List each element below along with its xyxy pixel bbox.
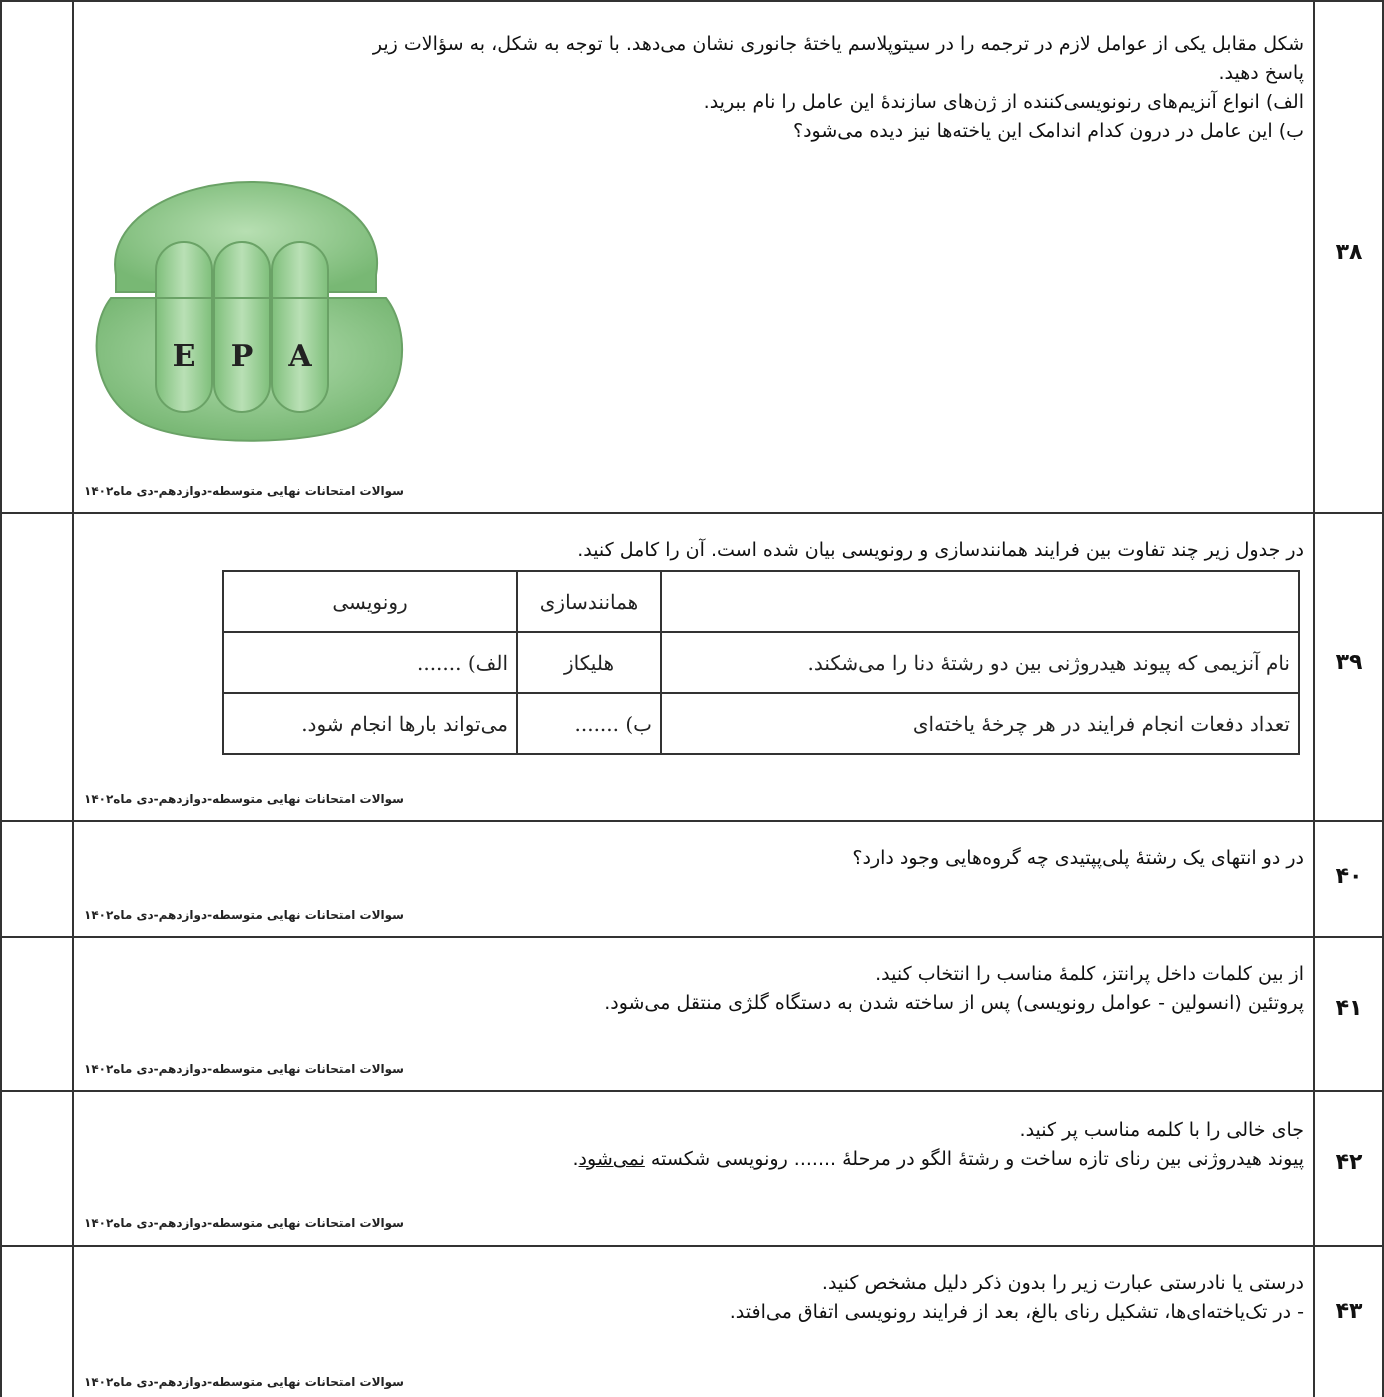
- site-label-a: A: [288, 339, 312, 374]
- question-number: ۴۳: [1335, 1299, 1363, 1324]
- table-cell: می‌تواند بارها انجام شود.: [223, 693, 517, 754]
- question-text-line: در دو انتهای یک رشتهٔ پلی‌پپتیدی چه گروه‌هایی وجود دارد؟: [852, 847, 1304, 869]
- question-row-41: [0, 938, 1384, 1092]
- question-number: ۴۲: [1335, 1150, 1363, 1175]
- table-cell: الف) .......: [223, 632, 517, 693]
- underlined-word: نمی‌شود: [578, 1148, 645, 1170]
- question-number: ۳۸: [1335, 240, 1363, 265]
- table-row: [223, 632, 1299, 693]
- question-row-43: [0, 1247, 1384, 1397]
- footer-note: سوالات امتحانات نهایی متوسطه-دوازدهم-دی ماه۱۴۰۲: [84, 1216, 404, 1230]
- footer-note: سوالات امتحانات نهایی متوسطه-دوازدهم-دی ماه۱۴۰۲: [84, 1375, 404, 1389]
- question-row-38: [0, 0, 1384, 514]
- question-text-line: ب) این عامل در درون کدام اندامک این یاخته‌ها نیز دیده می‌شود؟: [793, 120, 1304, 142]
- table-cell: همانندسازی: [517, 571, 661, 632]
- table-cell: رونویسی: [223, 571, 517, 632]
- line-prefix: پیوند هیدروژنی بین رنای تازه ساخت و رشتهٔ الگو در مرحلهٔ ....... رونویسی شکسته: [644, 1148, 1304, 1170]
- question-row-42: [0, 1092, 1384, 1247]
- site-p: [214, 242, 270, 412]
- footer-note: سوالات امتحانات نهایی متوسطه-دوازدهم-دی ماه۱۴۰۲: [84, 908, 404, 922]
- question-row-39: [0, 514, 1384, 822]
- question-row-40: [0, 822, 1384, 938]
- question-number: ۴۱: [1335, 996, 1363, 1021]
- comparison-table: [222, 570, 1300, 755]
- table-cell: [661, 571, 1299, 632]
- question-text-line: [76, 1145, 1304, 1174]
- question-text-line: جای خالی را با کلمه مناسب پر کنید.: [1019, 1119, 1304, 1141]
- table-cell: هلیکاز: [517, 632, 661, 693]
- ribosome-figure: [86, 180, 412, 446]
- question-text-line: پاسخ دهید.: [1218, 62, 1304, 84]
- table-header-row: [223, 571, 1299, 632]
- table-cell: تعداد دفعات انجام فرایند در هر چرخهٔ یاخته‌ای: [661, 693, 1299, 754]
- question-text-line: پروتئین (انسولین - عوامل رونویسی) پس از ساخته شدن به دستگاه گلژی منتقل می‌شود.: [604, 992, 1304, 1014]
- site-label-e: E: [172, 339, 196, 374]
- site-e: [156, 242, 212, 412]
- footer-note: سوالات امتحانات نهایی متوسطه-دوازدهم-دی ماه۱۴۰۲: [84, 1062, 404, 1076]
- site-a: [272, 242, 328, 412]
- table-row: [223, 693, 1299, 754]
- question-text-line: الف) انواع آنزیم‌های رنونویسی‌کننده از ژن‌های سازندهٔ این عامل را نام ببرید.: [703, 91, 1304, 113]
- site-label-p: P: [230, 339, 254, 374]
- footer-note: سوالات امتحانات نهایی متوسطه-دوازدهم-دی ماه۱۴۰۲: [84, 792, 404, 806]
- question-text-line: از بین کلمات داخل پرانتز، کلمهٔ مناسب را انتخاب کنید.: [875, 963, 1304, 985]
- question-text-line: - در تک‌یاخته‌ای‌ها، تشکیل رنای بالغ، بعد از فرایند رونویسی اتفاق می‌افتد.: [729, 1301, 1304, 1323]
- question-number: ۳۹: [1335, 650, 1363, 675]
- line-suffix: .: [572, 1148, 579, 1170]
- table-cell: نام آنزیمی که پیوند هیدروژنی بین دو رشتهٔ دنا را می‌شکند.: [661, 632, 1299, 693]
- question-text-line: درستی یا نادرستی عبارت زیر را بدون ذکر دلیل مشخص کنید.: [821, 1272, 1304, 1294]
- question-text-line: شکل مقابل یکی از عوامل لازم در ترجمه را در سیتوپلاسم یاختهٔ جانوری نشان می‌دهد. با توجه به شکل، به سؤالات زیر: [372, 33, 1304, 55]
- footer-note: سوالات امتحانات نهایی متوسطه-دوازدهم-دی ماه۱۴۰۲: [84, 484, 404, 498]
- table-cell: ب) .......: [517, 693, 661, 754]
- question-number: ۴۰: [1335, 864, 1363, 889]
- question-text-line: در جدول زیر چند تفاوت بین فرایند همانندسازی و رونویسی بیان شده است. آن را کامل کنید.: [577, 539, 1304, 561]
